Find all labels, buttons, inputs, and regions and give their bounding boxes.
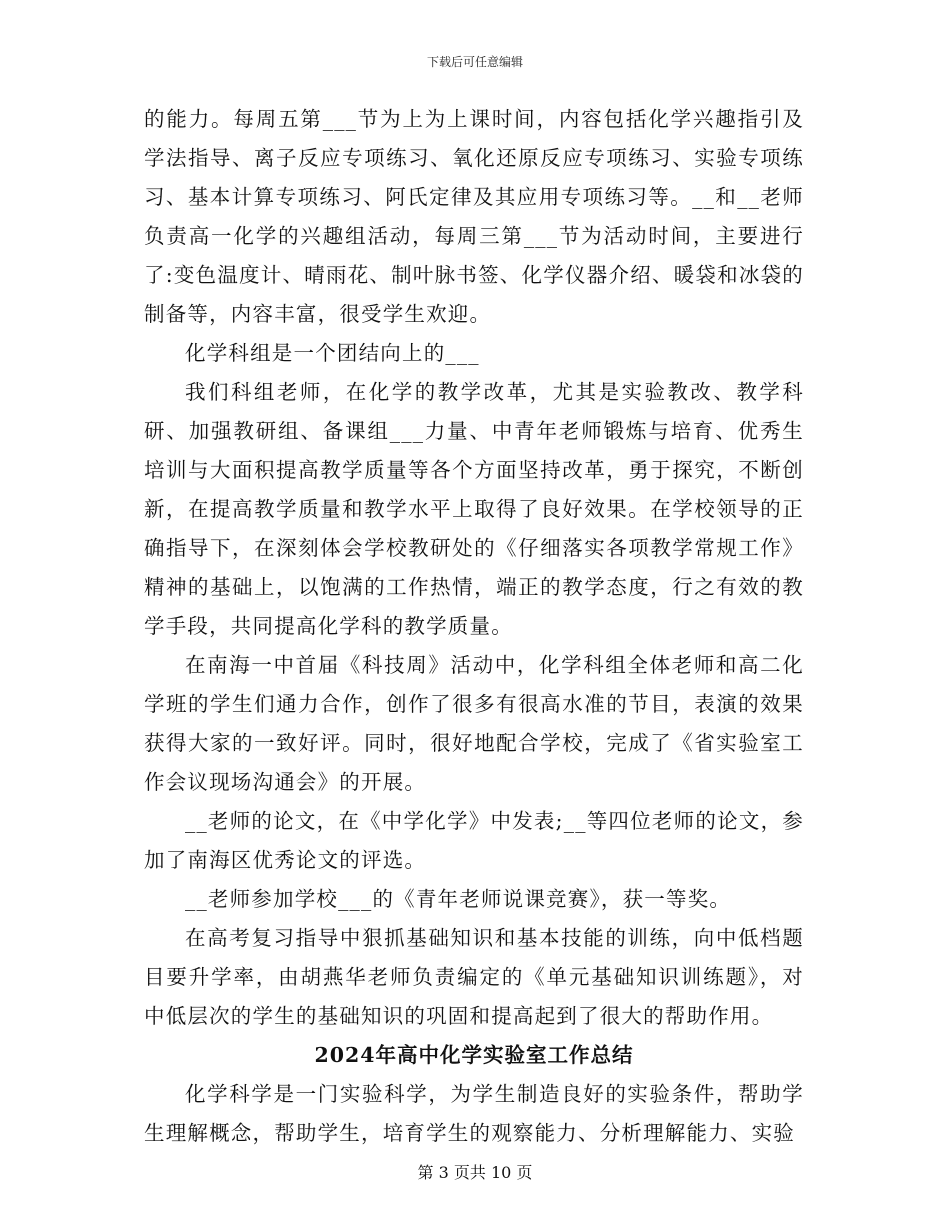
section-title: 2024年高中化学实验室工作总结 [314,1043,634,1067]
page-header: 下载后可任意编辑 [426,55,523,69]
paragraph: 我们科组老师，在化学的教学改革，尤其是实验教改、教学科研、加强教研组、备课组___力量、中青年老师锻炼与培育、优秀生培训与大面积提高教学质量等各个方面坚持改革，勇于探究，不断创新，在提高教学质量和教学水平上取得了良好效果。在学校领导的正确指导下，在深刻体会学校教研处的《仔细落实各项教学常规工作》精神的基础上，以饱满的工作热情，端正的教学态度，行之有效的教学手段，共同提高化学科的教学质量。 [144,380,804,638]
paragraph: 化学科组是一个团结向上的___ [185,341,480,365]
paragraph: __老师参加学校___的《青年老师说课竞赛》，获一等奖。 [185,887,732,911]
paragraph: 化学科学是一门实验科学，为学生制造良好的实验条件，帮助学生理解概念，帮助学生，培育学生的观察能力、分析理解能力、实验 [144,1082,804,1145]
page-footer: 第 3 页共 10 页 [417,1163,533,1182]
paragraph: 在高考复习指导中狠抓基础知识和基本技能的训练，向中低档题目要升学率，由胡燕华老师负责编定的《单元基础知识训练题》，对中低层次的学生的基础知识的巩固和提高起到了很大的帮助作用。 [144,926,804,1028]
document-body [144,100,804,1153]
paragraph-continuation: 的能力。每周五第___节为上为上课时间，内容包括化学兴趣指引及学法指导、离子反应专项练习、氧化还原反应专项练习、实验专项练习、基本计算专项练习、阿氏定律及其应用专项练习等。__和__老师负责高一化学的兴趣组活动，每周三第___节为活动时间，主要进行了:变色温度计、晴雨花、制叶脉书签、化学仪器介绍、暖袋和冰袋的制备等，内容丰富，很受学生欢迎。 [144,107,804,326]
paragraph: 在南海一中首届《科技周》活动中，化学科组全体老师和高二化学班的学生们通力合作，创作了很多有很高水准的节目，表演的效果获得大家的一致好评。同时，很好地配合学校，完成了《省实验室工作会议现场沟通会》的开展。 [144,653,804,794]
paragraph: __老师的论文，在《中学化学》中发表;__等四位老师的论文，参加了南海区优秀论文的评选。 [144,809,804,872]
